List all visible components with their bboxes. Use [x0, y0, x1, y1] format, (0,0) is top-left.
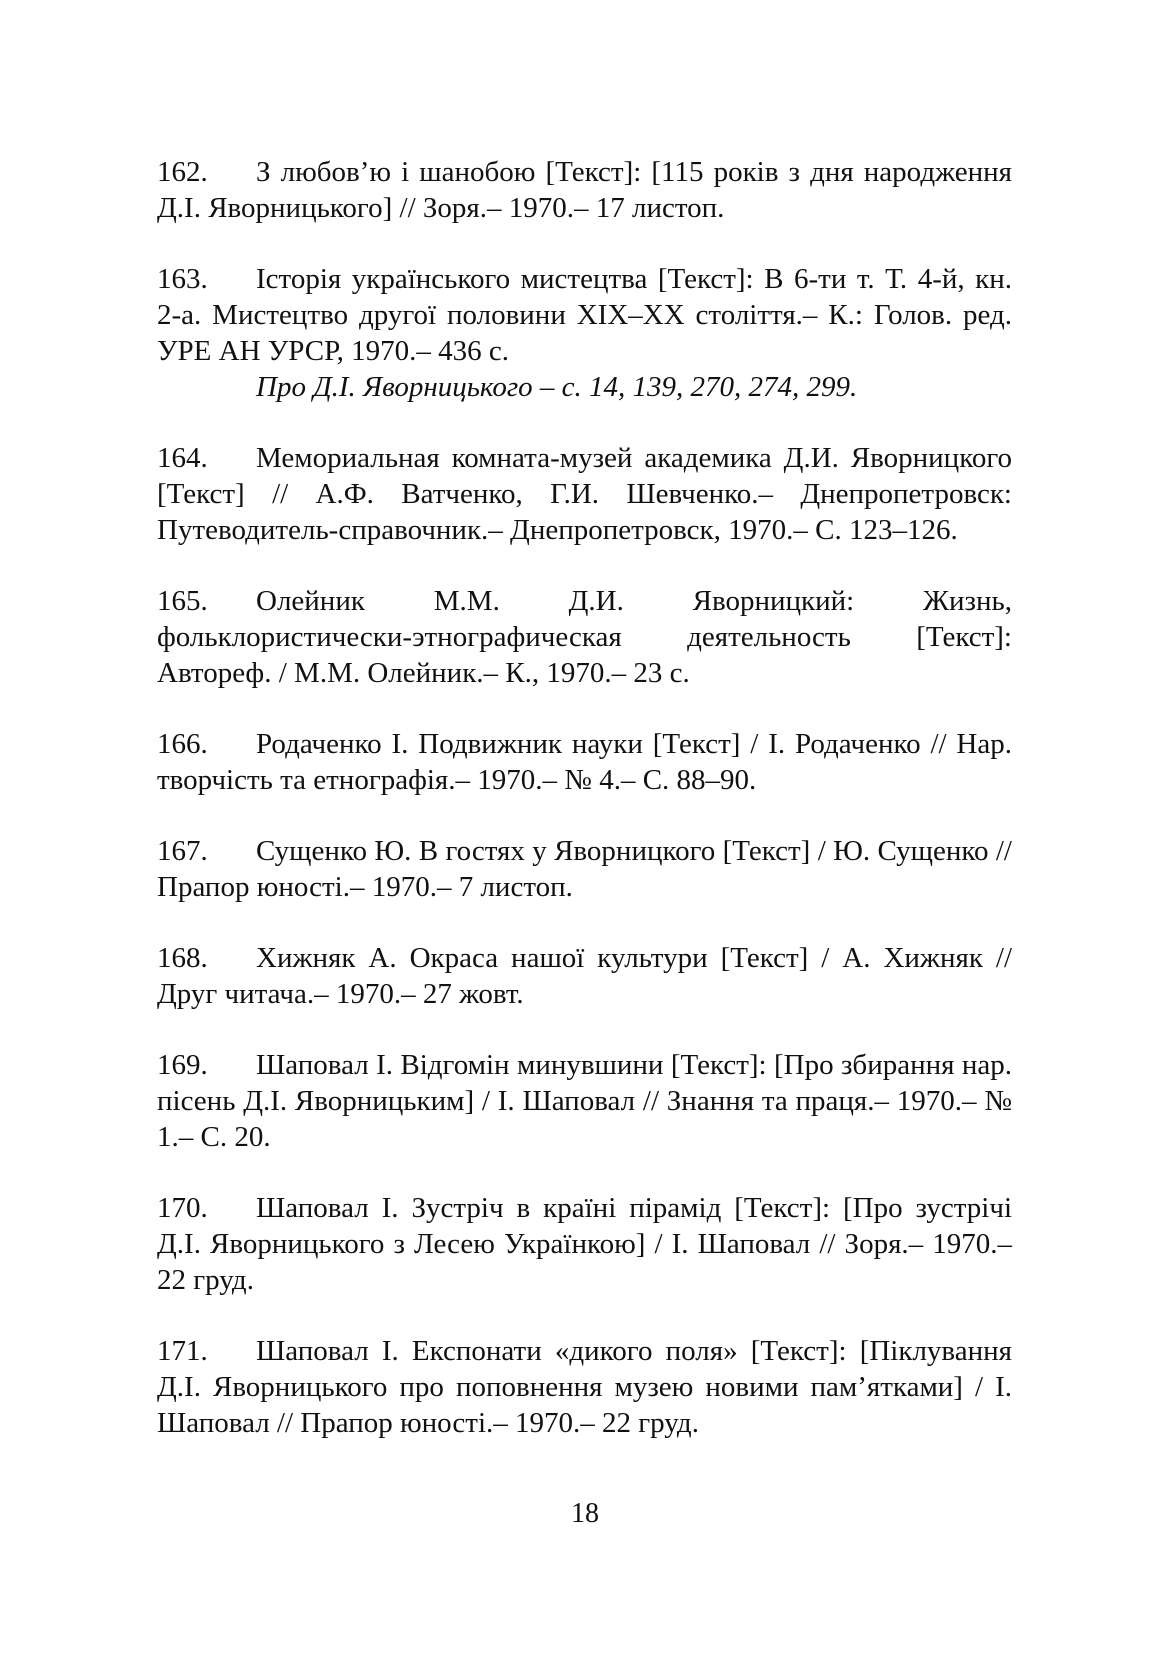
- entry-text: Шаповал І. Експонати «дикого поля» [Текст]: [Піклування Д.І. Яворницького про поповнення музею новими пам’ятками] / І. Шаповал // Прапор юності.– 1970.– 22 груд.: [157, 1335, 1012, 1439]
- entry-text: Шаповал І. Зустріч в країні пірамід [Текст]: [Про зустрічі Д.І. Яворницького з Лесею Українкою] / І. Шаповал // Зоря.– 1970.– 22 груд.: [157, 1192, 1012, 1296]
- bibliography-entry: [157, 833, 1012, 905]
- entry-number: 169.: [157, 1049, 208, 1081]
- entry-note: Про Д.І. Яворницького – с. 14, 139, 270, 274, 299.: [256, 371, 858, 403]
- bibliography-entry: [157, 1190, 1012, 1298]
- entry-number: 166.: [157, 728, 208, 760]
- entry-text: Шаповал І. Відгомін минувшини [Текст]: [Про збирання нар. пісень Д.І. Яворницьким] / І. Шаповал // Знання та праця.– 1970.– № 1.– С. 20.: [157, 1049, 1012, 1153]
- entry-number: 170.: [157, 1192, 208, 1224]
- bibliography-entry: [157, 1333, 1012, 1441]
- bibliography-entry: [157, 154, 1012, 226]
- bibliography-entry: [157, 261, 1012, 405]
- bibliography-entry: [157, 440, 1012, 548]
- entry-text: Мемориальная комната-музей академика Д.И. Яворницкого [Текст] // А.Ф. Ватченко, Г.И. Шевченко.– Днепропетровск: Путеводитель-справочник.– Днепропетровск, 1970.– С. 123–126.: [157, 442, 1012, 546]
- entry-number: 163.: [157, 263, 208, 295]
- entry-number: 171.: [157, 1335, 208, 1367]
- entry-text: Хижняк А. Окраса нашої культури [Текст] / А. Хижняк // Друг читача.– 1970.– 27 жовт.: [157, 942, 1012, 1010]
- bibliography-entry: [157, 583, 1012, 691]
- entry-text: З любов’ю і шанобою [Текст]: [115 років з дня народження Д.І. Яворницького] // Зоря.– 1970.– 17 листоп.: [157, 156, 1012, 224]
- entry-number: 164.: [157, 442, 208, 474]
- bibliography-list: [157, 154, 1012, 1476]
- page-number: 18: [571, 1498, 599, 1529]
- entry-text: Родаченко І. Подвижник науки [Текст] / І. Родаченко // Нар. творчість та етнографія.– 1970.– № 4.– С. 88–90.: [157, 728, 1012, 796]
- bibliography-entry: [157, 1047, 1012, 1155]
- entry-text: Історія українського мистецтва [Текст]: В 6-ти т. Т. 4-й, кн. 2-а. Мистецтво другої половини XIX–XX століття.– К.: Голов. ред. УРЕ АН УРСР, 1970.– 436 с.: [157, 263, 1012, 367]
- entry-number: 162.: [157, 156, 208, 188]
- bibliography-entry: [157, 940, 1012, 1012]
- entry-number: 168.: [157, 942, 208, 974]
- entry-number: 165.: [157, 585, 208, 617]
- entry-number: 167.: [157, 835, 208, 867]
- bibliography-entry: [157, 726, 1012, 798]
- entry-text: Олейник М.М. Д.И. Яворницкий: Жизнь, фольклористически-этнографическая деятельность [Текст]: Автореф. / М.М. Олейник.– К., 1970.– 23 с.: [157, 585, 1012, 689]
- entry-text: Сущенко Ю. В гостях у Яворницкого [Текст] / Ю. Сущенко // Прапор юності.– 1970.– 7 листоп.: [157, 835, 1012, 903]
